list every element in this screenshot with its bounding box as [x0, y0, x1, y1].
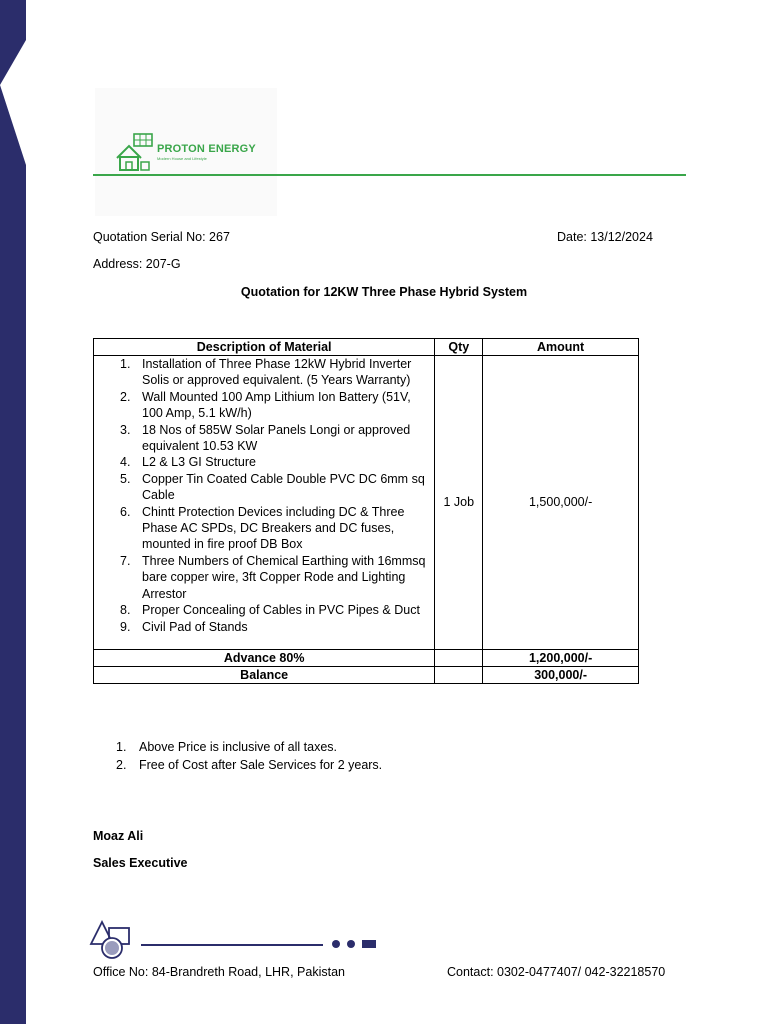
header-rule — [93, 174, 686, 176]
list-item: 6. Chintt Protection Devices including DC & Three Phase AC SPDs, DC Breakers and DC fuses, mounted in fire proof DB Box — [120, 504, 405, 552]
footer-dot — [332, 940, 340, 948]
list-item: 4. L2 & L3 GI Structure — [120, 455, 256, 470]
balance-amount: 300,000/- — [483, 666, 639, 683]
house-solar-icon — [114, 132, 156, 172]
list-item: 1. Above Price is inclusive of all taxes. — [116, 740, 338, 754]
logo-name: PROTON ENERGY — [157, 143, 256, 155]
address: Address: 207-G — [93, 257, 181, 271]
amount-cell: 1,500,000/- — [483, 356, 639, 650]
col-header-description: Description of Material — [94, 339, 435, 356]
description-cell — [94, 356, 435, 650]
col-header-amount: Amount — [483, 339, 639, 356]
balance-label: Balance — [94, 666, 435, 683]
balance-qty-cell — [435, 666, 483, 683]
qty-cell: 1 Job — [435, 356, 483, 650]
logo-tagline: Modern House and Lifestyle — [157, 156, 207, 161]
footer-line — [141, 944, 323, 946]
list-item: 1. Installation of Three Phase 12kW Hybrid Inverter Solis or approved equivalent. (5 Years Warranty) — [120, 357, 412, 388]
advance-qty-cell — [435, 649, 483, 666]
list-item: 8. Proper Concealing of Cables in PVC Pipes & Duct — [120, 603, 420, 618]
quotation-title: Quotation for 12KW Three Phase Hybrid System — [240, 285, 528, 299]
advance-amount: 1,200,000/- — [483, 649, 639, 666]
advance-row — [94, 649, 639, 666]
quotation-serial: Quotation Serial No: 267 — [93, 230, 230, 244]
quotation-date: Date: 13/12/2024 — [557, 230, 653, 244]
table-header-row — [94, 339, 639, 356]
list-item: 7. Three Numbers of Chemical Earthing with 16mmsq bare copper wire, 3ft Copper Rode and Lighting Arrestor — [120, 553, 426, 601]
advance-label: Advance 80% — [94, 649, 435, 666]
quotation-table — [93, 338, 639, 684]
office-address: Office No: 84-Brandreth Road, LHR, Pakistan — [93, 965, 345, 979]
col-header-qty: Qty — [435, 339, 483, 356]
list-item: 3. 18 Nos of 585W Solar Panels Longi or approved equivalent 10.53 KW — [120, 422, 411, 454]
list-item: 5. Copper Tin Coated Cable Double PVC DC 6mm sq Cable — [120, 471, 425, 503]
table-row — [94, 356, 639, 650]
signatory-name: Moaz Ali — [93, 829, 144, 843]
side-band-notch — [0, 40, 28, 170]
list-item: 2. Free of Cost after Sale Services for 2 years. — [116, 758, 383, 772]
footer-square — [362, 940, 376, 948]
list-item: 2. Wall Mounted 100 Amp Lithium Ion Battery (51V, 100 Amp, 5.1 kW/h) — [120, 389, 411, 421]
shapes-icon — [88, 920, 132, 960]
signatory-role: Sales Executive — [93, 856, 188, 870]
contact-numbers: Contact: 0302-0477407/ 042-32218570 — [447, 965, 666, 979]
footer-dot — [347, 940, 355, 948]
terms-list — [116, 738, 382, 774]
material-list — [94, 356, 434, 649]
list-item: 9. Civil Pad of Stands — [120, 619, 248, 634]
balance-row — [94, 666, 639, 683]
